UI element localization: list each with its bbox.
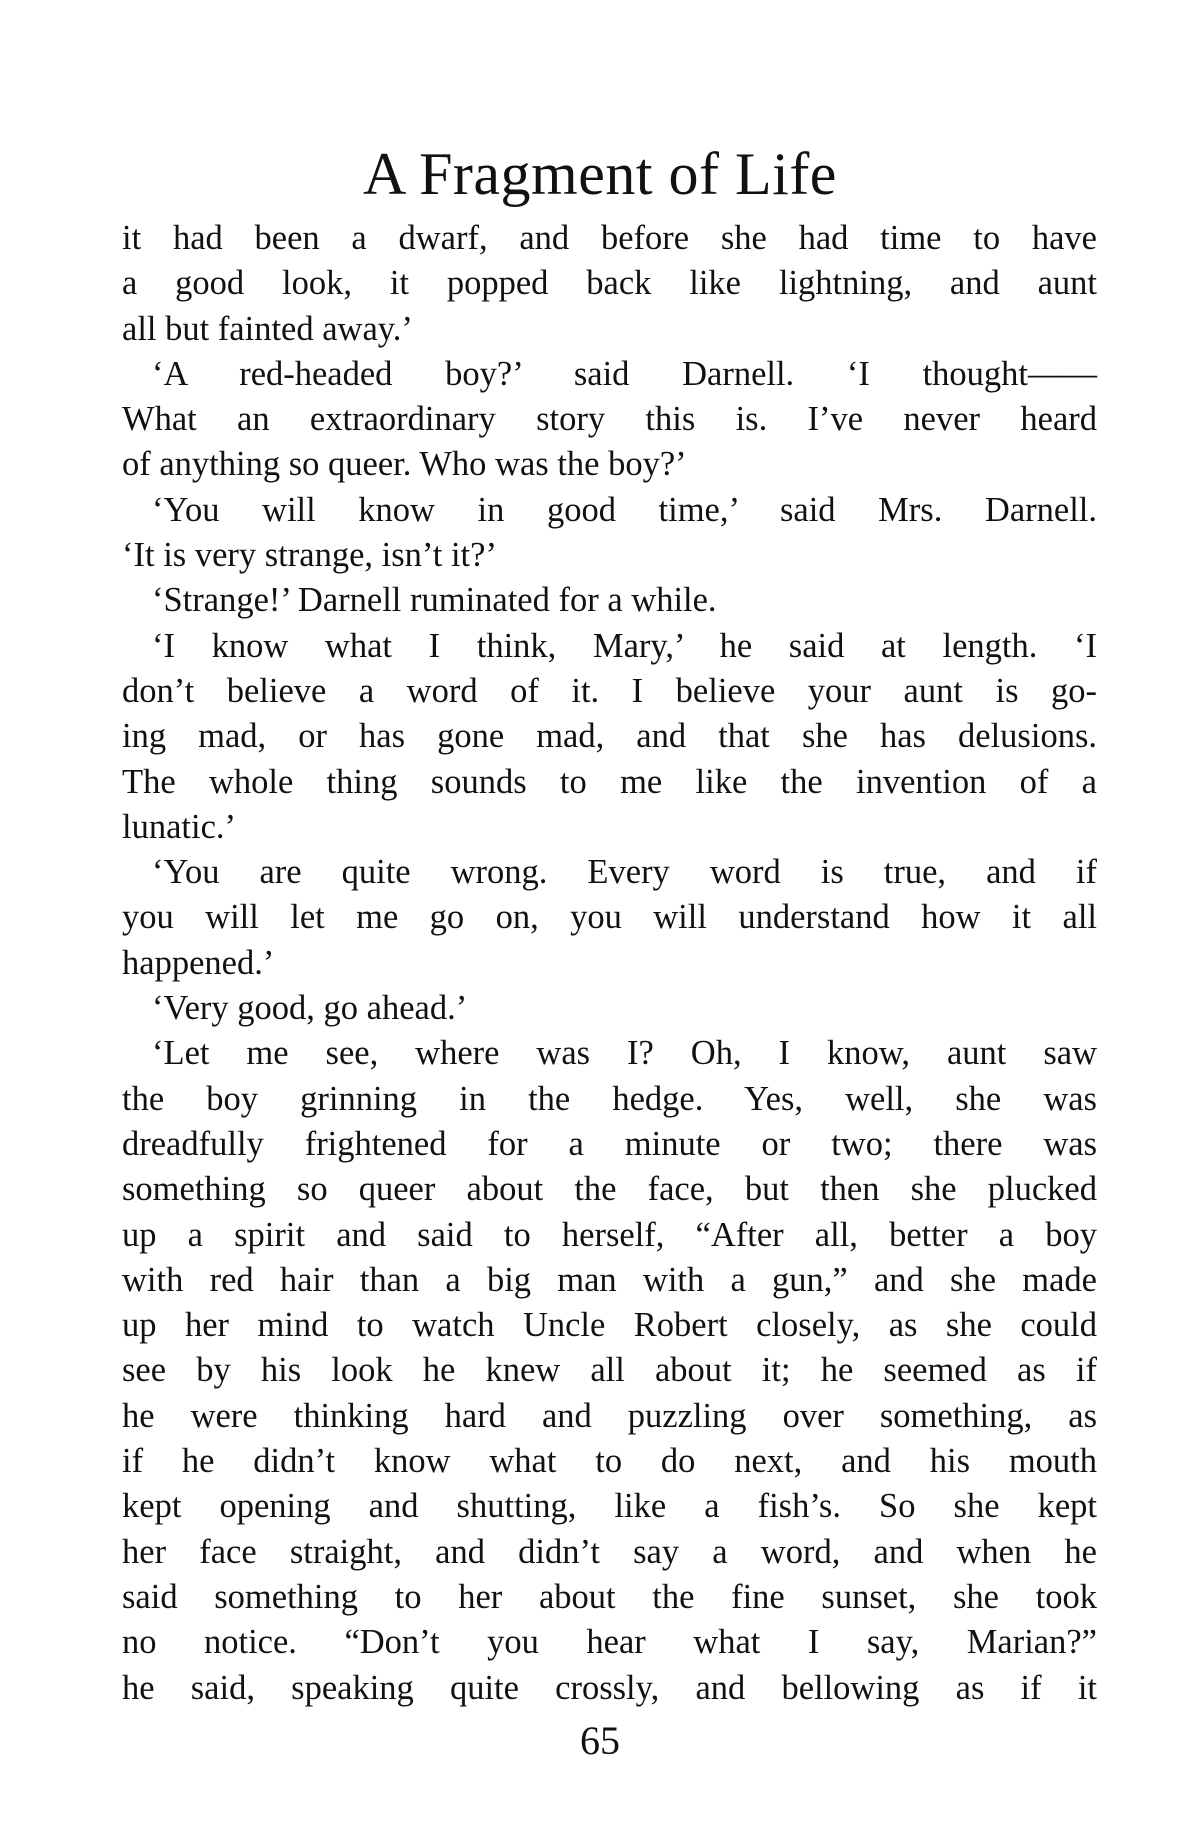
text-line: said something to her about the fine sunset, she took — [122, 1577, 1097, 1616]
text-line: What an extraordinary story this is. I’ve never heard — [122, 400, 1097, 439]
text-line: it had been a dwarf, and before she had time to have — [122, 219, 1097, 257]
text-line: ‘You are quite wrong. Every word is true, and if — [152, 853, 1097, 892]
text-line: ing mad, or has gone mad, and that she has delusions. — [122, 717, 1097, 756]
body-text — [122, 216, 1097, 1711]
text-line: ‘It is very strange, isn’t it?’ — [122, 536, 497, 575]
text-line: The whole thing sounds to me like the invention of a — [122, 762, 1097, 801]
text-line: see by his look he knew all about it; he seemed as if — [122, 1351, 1097, 1390]
text-line: ‘Strange!’ Darnell ruminated for a while. — [152, 581, 717, 620]
text-line: he said, speaking quite crossly, and bellowing as if it — [122, 1668, 1097, 1707]
text-line: a good look, it popped back like lightning, and aunt — [122, 264, 1097, 303]
text-line: you will let me go on, you will understand how it all — [122, 898, 1097, 937]
text-line: ‘You will know in good time,’ said Mrs. Darnell. — [152, 490, 1097, 529]
text-line: he were thinking hard and puzzling over something, as — [122, 1396, 1097, 1435]
text-line: ‘A red-headed boy?’ said Darnell. ‘I thought—— — [152, 354, 1097, 393]
text-line: with red hair than a big man with a gun,” and she made — [122, 1260, 1097, 1299]
text-line: no notice. “Don’t you hear what I say, Marian?” — [122, 1623, 1097, 1662]
text-line: if he didn’t know what to do next, and his mouth — [122, 1442, 1097, 1481]
text-line: ‘Very good, go ahead.’ — [152, 989, 468, 1028]
text-line: kept opening and shutting, like a fish’s. So she kept — [122, 1487, 1097, 1526]
text-line: something so queer about the face, but then she plucked — [122, 1170, 1097, 1209]
text-line: all but fainted away.’ — [122, 309, 413, 348]
text-line: her face straight, and didn’t say a word, and when he — [122, 1532, 1097, 1571]
text-line: happened.’ — [122, 943, 275, 982]
text-line: dreadfully frightened for a minute or two; there was — [122, 1124, 1097, 1163]
running-title: A Fragment of Life — [363, 141, 837, 207]
text-line: lunatic.’ — [122, 807, 236, 846]
text-line: up a spirit and said to herself, “After all, better a boy — [122, 1215, 1097, 1254]
text-line: ‘Let me see, where was I? Oh, I know, aunt saw — [152, 1034, 1097, 1073]
text-line: up her mind to watch Uncle Robert closely, as she could — [122, 1306, 1097, 1345]
text-line: ‘I know what I think, Mary,’ he said at length. ‘I — [152, 626, 1097, 665]
text-line: of anything so queer. Who was the boy?’ — [122, 445, 687, 484]
page-number: 65 — [580, 1718, 620, 1763]
text-line: don’t believe a word of it. I believe your aunt is go- — [122, 671, 1097, 710]
text-line: the boy grinning in the hedge. Yes, well, she was — [122, 1079, 1097, 1118]
